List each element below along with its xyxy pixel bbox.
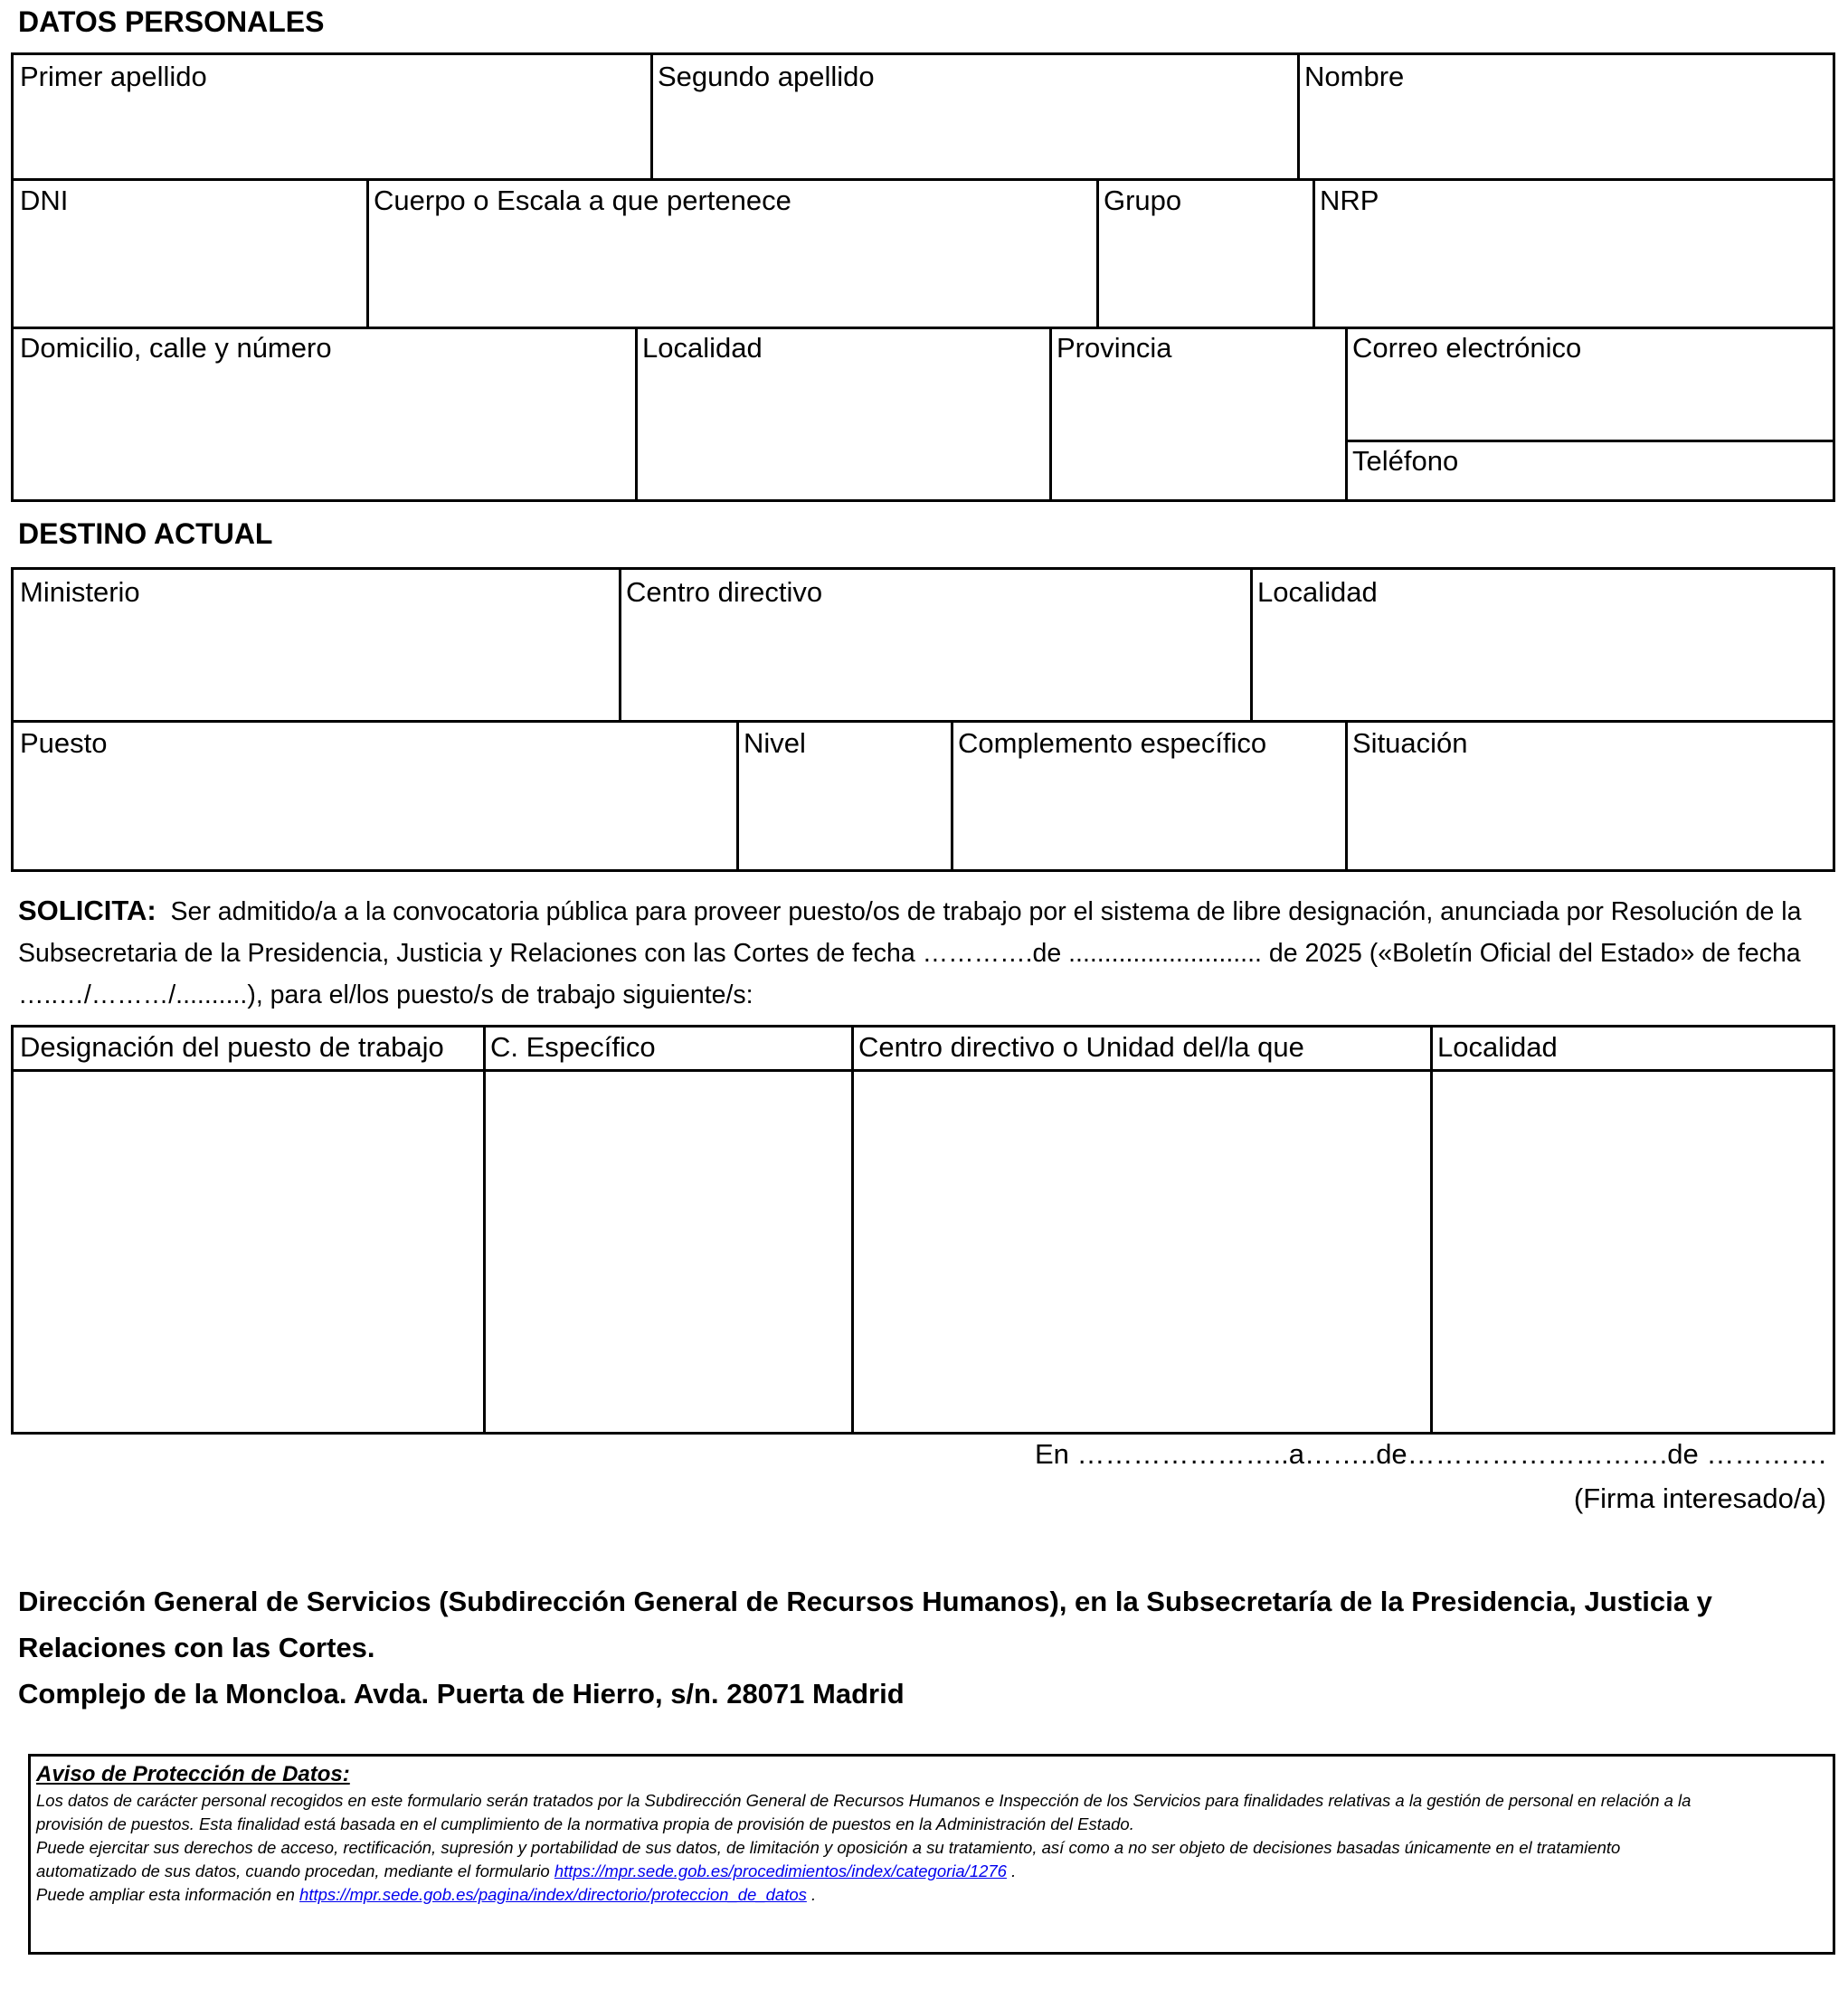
notice-p2-line2: automatizado de sus datos, cuando procedan, mediante el formulario bbox=[36, 1861, 554, 1880]
divider bbox=[736, 721, 739, 869]
divider bbox=[14, 178, 1833, 181]
divider bbox=[1346, 440, 1833, 442]
divider bbox=[1297, 55, 1300, 180]
divider bbox=[650, 55, 653, 180]
divider bbox=[1096, 179, 1099, 328]
divider bbox=[366, 179, 369, 328]
notice-p2-line1: Puede ejercitar sus derechos de acceso, rectificación, supresión y portabilidad de sus datos, de limitación y oposición a su tratamiento, así como a no ser objeto de decisiones basadas únicamente en el tratamiento bbox=[36, 1838, 1621, 1857]
field-complemento-especifico[interactable]: Complemento específico bbox=[958, 727, 1267, 759]
field-nrp[interactable]: NRP bbox=[1320, 185, 1379, 216]
solicita-line3: …..…/………/..........), para el/los puesto/s de trabajo siguiente/s: bbox=[18, 980, 753, 1009]
input-localidad[interactable] bbox=[1433, 1072, 1833, 1432]
field-ministerio[interactable]: Ministerio bbox=[20, 576, 140, 608]
field-primer-apellido[interactable]: Primer apellido bbox=[20, 61, 207, 92]
recipient-line2: Relaciones con las Cortes. bbox=[18, 1632, 375, 1663]
notice-p2-suffix: . bbox=[1006, 1861, 1017, 1880]
notice-p3: Puede ampliar esta información en bbox=[36, 1885, 300, 1904]
divider bbox=[14, 720, 1833, 723]
data-protection-link[interactable]: https://mpr.sede.gob.es/pagina/index/directorio/proteccion_de_datos bbox=[299, 1885, 807, 1904]
field-nivel[interactable]: Nivel bbox=[744, 727, 806, 759]
puestos-table bbox=[11, 1025, 1835, 1435]
recipient-address bbox=[18, 1578, 1836, 1717]
solicita-paragraph bbox=[18, 890, 1836, 1016]
notice-p1-line2: provisión de puestos. Esta finalidad está basada en el cumplimiento de la normativa propia de provisión de puestos en la Administración del Estado. bbox=[36, 1814, 1134, 1833]
notice-title: Aviso de Protección de Datos: bbox=[36, 1762, 350, 1786]
col-header-c-especifico: C. Específico bbox=[490, 1031, 656, 1063]
col-header-centro-directivo: Centro directivo o Unidad del/la que bbox=[858, 1031, 1304, 1063]
field-situacion[interactable]: Situación bbox=[1352, 727, 1468, 759]
col-header-designacion: Designación del puesto de trabajo bbox=[20, 1031, 444, 1063]
solicita-line2: Subsecretaria de la Presidencia, Justicia y Relaciones con las Cortes de fecha ………….de ........................... de 2025 («Boletín Oficial del Estado» de fecha bbox=[18, 939, 1801, 968]
divider bbox=[951, 721, 953, 869]
divider bbox=[1049, 327, 1052, 499]
solicita-label: SOLICITA: bbox=[18, 895, 156, 926]
signature-label: (Firma interesado/a) bbox=[1573, 1482, 1826, 1514]
divider bbox=[1345, 327, 1348, 499]
input-c-especifico[interactable] bbox=[486, 1072, 851, 1432]
field-centro-directivo[interactable]: Centro directivo bbox=[626, 576, 823, 608]
datos-personales-title: DATOS PERSONALES bbox=[18, 5, 325, 38]
field-correo-electronico[interactable]: Correo electrónico bbox=[1352, 332, 1582, 364]
field-localidad[interactable]: Localidad bbox=[642, 332, 763, 364]
divider bbox=[635, 327, 638, 499]
field-cuerpo-escala[interactable]: Cuerpo o Escala a que pertenece bbox=[374, 185, 791, 216]
field-domicilio[interactable]: Domicilio, calle y número bbox=[20, 332, 332, 364]
data-protection-notice bbox=[28, 1754, 1835, 1955]
divider bbox=[1313, 179, 1315, 328]
col-header-localidad: Localidad bbox=[1437, 1031, 1558, 1063]
notice-p1-line1: Los datos de carácter personal recogidos en este formulario serán tratados por la Subdirección General de Recursos Humanos e Inspección de los Servicios para finalidades relativas a la gestión de personal en relación a la bbox=[36, 1791, 1692, 1810]
field-dni[interactable]: DNI bbox=[20, 185, 69, 216]
divider bbox=[14, 327, 1833, 329]
datos-personales-table bbox=[11, 52, 1835, 502]
field-telefono[interactable]: Teléfono bbox=[1352, 445, 1459, 477]
field-provincia[interactable]: Provincia bbox=[1057, 332, 1172, 364]
recipient-line1: Dirección General de Servicios (Subdirección General de Recursos Humanos), en la Subsecretaría de la Presidencia, Justicia y bbox=[18, 1586, 1712, 1617]
divider bbox=[1250, 570, 1253, 722]
divider bbox=[1345, 721, 1348, 869]
destino-actual-table bbox=[11, 567, 1835, 872]
destino-actual-title: DESTINO ACTUAL bbox=[18, 517, 273, 550]
divider bbox=[619, 570, 621, 722]
procedure-form-link[interactable]: https://mpr.sede.gob.es/procedimientos/index/categoria/1276 bbox=[554, 1861, 1007, 1880]
input-centro-directivo[interactable] bbox=[854, 1072, 1430, 1432]
date-line[interactable]: En …………………..a……..de……………………….de …………. bbox=[1034, 1438, 1826, 1470]
field-puesto[interactable]: Puesto bbox=[20, 727, 108, 759]
input-designacion[interactable] bbox=[14, 1072, 483, 1432]
field-segundo-apellido[interactable]: Segundo apellido bbox=[658, 61, 875, 92]
field-localidad-destino[interactable]: Localidad bbox=[1257, 576, 1378, 608]
recipient-line3: Complejo de la Moncloa. Avda. Puerta de Hierro, s/n. 28071 Madrid bbox=[18, 1678, 905, 1710]
field-grupo[interactable]: Grupo bbox=[1104, 185, 1182, 216]
field-nombre[interactable]: Nombre bbox=[1304, 61, 1405, 92]
solicita-line1: Ser admitido/a a la convocatoria pública para proveer puesto/os de trabajo por el sistema de libre designación, anunciada por Resolución de la bbox=[170, 897, 1802, 926]
notice-p3-suffix: . bbox=[806, 1885, 817, 1904]
